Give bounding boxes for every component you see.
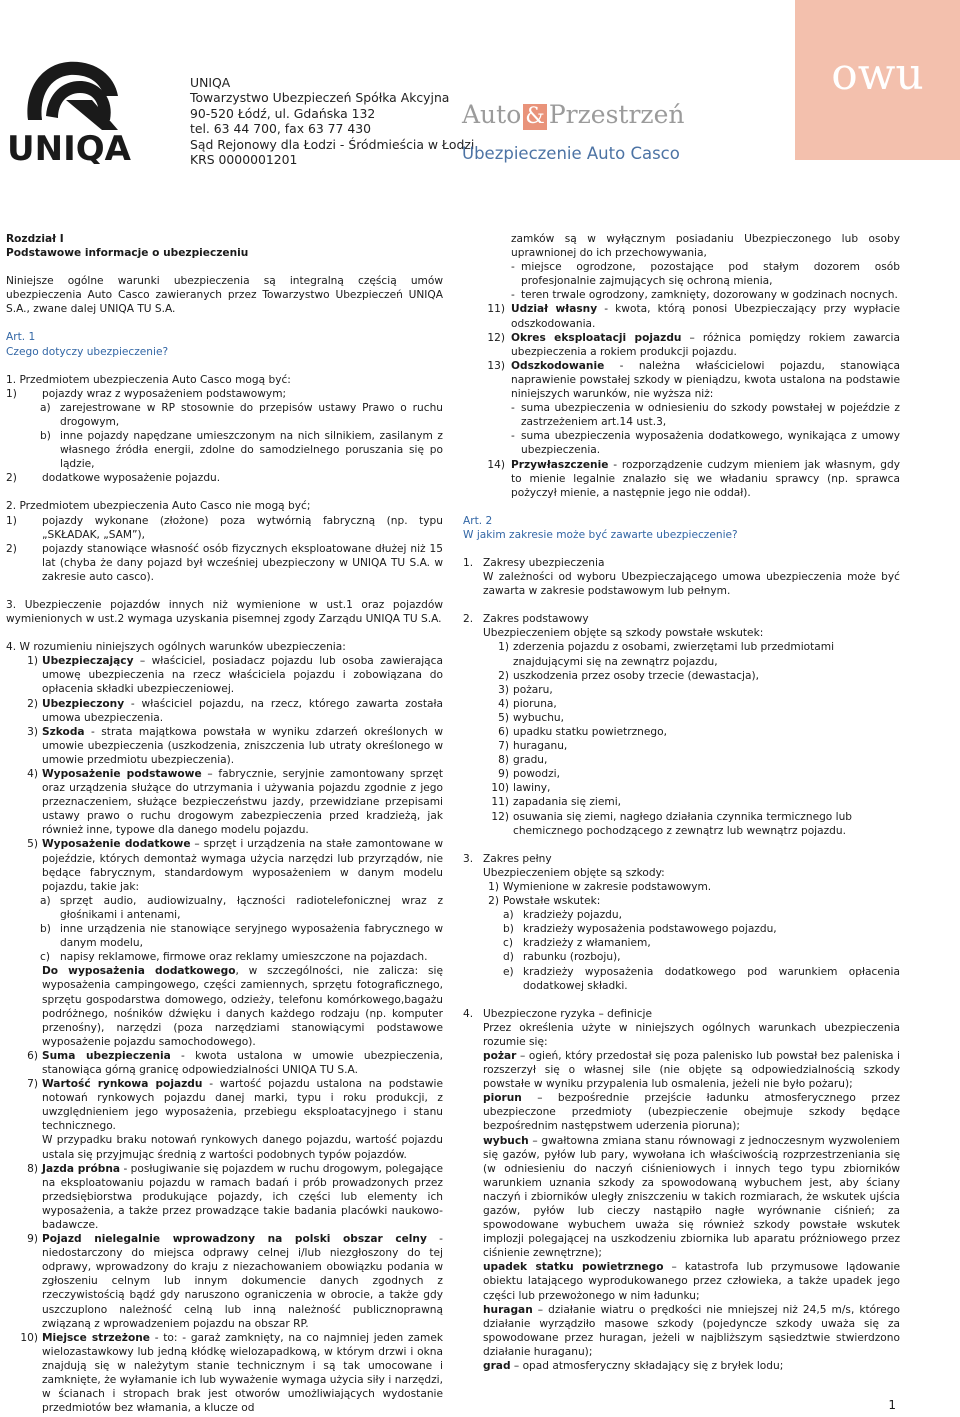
risk-definition: wybuch – gwałtowna zmiana stanu równowagi z jednoczesnym wyzwoleniem się gazów, pyłów lub pary, wywołana ich właściwością rozprzestrzeniania się (w odniesieniu do naczyń ciśnieniowych i innych tego typu zbiorników warunkiem uznania szkody za spowodowaną wybuchem jest, aby ściany naczyń i zbiorników uległy zniszczeniu w takich rozmiarach, że wskutek ujścia gazów, pyłów lub cieczy nastąpiło nagłe wyrównanie ciśnień; za spowodowane wybuchem uważa się również szkody powstałe wskutek implozji polegającej na uszkodzeniu zbiornika lub aparatu próżniowego przez ciśnienie zewnętrzne); <box>483 1134 900 1260</box>
list-item: b) kradzieży wyposażenia podstawowego pojazdu, <box>503 923 777 936</box>
brand-title <box>462 100 685 130</box>
definition-item: 5) Wyposażenie dodatkowe – sprzęt i urządzenia na stałe zamontowane w pojeździe, których demontaż wymaga użycia narzędzi lub przyrządów, nie będące fabrycznym, standardowym wyposażeniem w danym modelu pojazdu, takie jak: <box>27 838 443 893</box>
brand-ampersand: & <box>525 104 545 129</box>
definition-item: 6) Suma ubezpieczenia - kwota ustalona w umowie ubezpieczenia, stanowiąca górną granicę odpowiedzialności UNIQA TU S.A. <box>27 1049 443 1076</box>
uniqa-logo <box>6 56 144 164</box>
definition-item: 8) Jazda próbna - posługiwanie się pojazdem w ruchu drogowym, polegające na eksploatowaniu pojazdu w ramach badań i prób prowadzonych przez przedsiębiorstwa produkujące pojazdy, ich części lub elementy ich wyposażenia, a także przez prowadzące takie badania placówki naukowo-badawcze. <box>27 1162 443 1231</box>
list-item: a) kradzieży pojazdu, <box>503 909 622 922</box>
definition-item: 9) Pojazd nielegalnie wprowadzony na polski obszar celny - niedostarczony do miejsca odprawy celnej i/lub niezgłoszony do tej odprawy, wprowadzony do kraju z niezachowaniem obowiązku podania w zgłoszeniu celnym lub innym dokumencie danych zgodnych z rzeczywistością bądź gdy naruszono ograniczenia w obrocie, a także gdy uszczuplono należność celną lub inną należność publicznoprawną związaną z wprowadzeniem pojazdu na obszar RP. <box>27 1233 443 1330</box>
definition-item: 7) Wartość rynkowa pojazdu - wartość pojazdu ustalona na podstawie notowań rynkowych pojazdu danej marki, typu i roku produkcji, z uwzględnieniem jego wyposażenia, przebiegu eksploatacyjnego i stanu technicznego. <box>27 1078 443 1133</box>
list-item: 2) uszkodzenia przez osoby trzecie (dewastacja), <box>498 669 759 682</box>
chapter-number: Rozdział I <box>6 233 64 245</box>
list-item: 8) gradu, <box>498 754 548 767</box>
list-item: - suma ubezpieczenia w odniesieniu do szkody powstałej w pojeździe z zastrzeżeniem art.14 ust.3, <box>511 402 900 429</box>
left-column <box>6 232 443 1415</box>
risk-definition: pożar – ogień, który przedostał się poza palenisko lub powstał bez paleniska i rozszerzył się o własnej sile (nie objęte są odpowiedzialnością szkody powstałe w wyniku przypalenia lub osmalenia, jeżeli nie było pożaru); <box>483 1049 900 1091</box>
company-info <box>190 75 474 167</box>
list-item: d) rabunku (rozboju), <box>503 951 621 964</box>
para-4-lead: 4. W rozumieniu niniejszych ogólnych warunków ubezpieczenia: <box>6 641 346 654</box>
definition-item: 11) Udział własny - kwota, którą ponosi Ubezpieczający przy wypłacie odszkodowania. <box>487 303 900 330</box>
list-item: 9) powodzi, <box>498 768 560 781</box>
list-item: 3) pożaru, <box>498 683 553 696</box>
company-line: Sąd Rejonowy dla Łodzi - Śródmieścia w Łodzi <box>190 136 475 152</box>
list-item: 11) zapadania się ziemi, <box>491 796 622 809</box>
list-item: 1) zderzenia pojazdu z osobami, zwierzętami lub przedmiotami znajdującymi się na zewnątrz pojazdu, <box>498 641 835 668</box>
section-text: W zależności od wyboru Ubezpieczającego umowa ubezpieczenia może być zawarta w zakresie podstawowym lub pełnym. <box>483 571 900 598</box>
company-line: 90-520 Łódź, ul. Gdańska 132 <box>190 105 376 121</box>
list-item: 1) pojazdy wraz z wyposażeniem podstawowym; <box>6 387 287 400</box>
logo-wordmark: UNIQA <box>7 129 131 164</box>
list-item: - teren trwale ogrodzony, zamknięty, dozorowany w godzinach nocnych. <box>511 289 898 302</box>
article-1-number: Art. 1 <box>6 331 36 344</box>
list-item: 7) huraganu, <box>498 740 568 753</box>
definition-item: 4) Wyposażenie podstawowe – fabrycznie, seryjnie zamontowany sprzęt oraz urządzenia służące do utrzymania i używania pojazdu zgodnie z jego przeznaczeniem, służące bezpieczeństwu jazdy, przewidziane przepisami ustawy prawo o ruchu drogowym zabezpieczenia przed kradzieżą, jak również inne, typowe dla danego modelu pojazdu. <box>27 768 443 837</box>
continuation-text: zamków są w wyłącznym posiadaniu Ubezpieczonego lub osoby uprawnionej do ich przechowywania, <box>511 233 900 260</box>
definition-item: 10) Miejsce strzeżone - to: - garaż zamknięty, na co najmniej jeden zamek wielozastawkowy lub jedną kłódkę wielozapadkową, w którym drzwi i okna znajdują się w należytym stanie technicznym i są tak umocowane i zamknięte, że wyłamanie ich lub wyważenie wymaga użycia siły i narzędzi, w ścianach i stropach brak jest otworów umożliwiających wydostanie przedmiotów bez włamania, a klucze od <box>20 1331 443 1415</box>
risk-definition: grad – opad atmosferyczny składający się z bryłek lodu; <box>483 1360 784 1373</box>
definition-item: 14) Przywłaszczenie - rozporządzenie cudzym mieniem jak własnym, gdy to mienie legalnie znalazło się we władaniu sprawcy (np. sprawca pożyczył mienie, a następnie jego nie oddał). <box>487 458 900 499</box>
list-item: a) zarejestrowane w RP stosownie do przepisów ustawy Prawo o ruchu drogowym, <box>40 401 443 428</box>
list-item: 4) pioruna, <box>498 697 557 710</box>
brand-auto: Auto <box>462 100 522 129</box>
list-item: - suma ubezpieczenia wyposażenia dodatkowego, wynikająca z umowy ubezpieczenia. <box>511 430 900 457</box>
list-item: a) sprzęt audio, audiowizualny, łączności radiotelefonicznej wraz z głośnikami i antenami, <box>40 894 443 921</box>
list-item: 12) osuwania się ziemi, nagłego działania czynnika termicznego lub chemicznego pochodzącego z zewnątrz lub wewnątrz pojazdu. <box>491 810 853 837</box>
list-item: c) napisy reklamowe, firmowe oraz reklamy umieszczone na pojazdach. <box>40 951 428 964</box>
para-2-lead: 2. Przedmiotem ubezpieczenia Auto Casco nie mogą być; <box>6 500 311 513</box>
para-3: 3. Ubezpieczenie pojazdów innych niż wymienione w ust.1 oraz pojazdów wymienionych w ust.2 wymaga uzyskania pisemnej zgody Zarządu UNIQA TU S.A. <box>6 598 443 626</box>
list-item: b) inne urządzenia nie stanowiące seryjnego wyposażenia fabrycznego w danym modelu, <box>40 923 443 950</box>
risk-definition: upadek statku powietrznego – katastrofa lub przymusowe lądowanie obiektu latającego wyprodukowanego przez człowieka, a także upadek jego części lub przewożonego w nim ładunku; <box>483 1261 901 1302</box>
list-item: - miejsce ogrodzone, pozostające pod stałym dozorem osób profesjonalnie zajmujących się ochroną mienia, <box>511 261 900 288</box>
list-item: 2) pojazdy stanowiące własność osób fizycznych eksploatowane dłużej niż 15 lat (chyba że dany pojazd był wcześniej ubezpieczony w UNIQA TU S.A. w zakresie auto casco). <box>6 542 443 583</box>
list-item: 2) dodatkowe wyposażenie pojazdu. <box>6 472 221 485</box>
uniqa-emblem <box>6 56 144 164</box>
list-item: 1) pojazdy wykonane (złożone) poza wytwórnią fabryczną (np. typu „SKŁADAK, „SAM”), <box>6 514 443 541</box>
owu-label: owu <box>831 49 924 100</box>
list-item: 5) wybuchu, <box>498 711 564 724</box>
definition-note: Do wyposażenia dodatkowego, w szczególności, nie zalicza: się wyposażenia campingowego, części zamiennych, sprzętu fotograficznego, sprzętu gospodarstwa domowego, odzieży, telefonu komórkowego,bagażu podróżnego, nośników dźwięku i danych każdego rodzaju (np. komputer przenośny), narzędzi (poza narzędziami stanowiącymi podstawowe wyposażenie pojazdu samochodowego). <box>42 965 443 1048</box>
chapter-title: Podstawowe informacje o ubezpieczeniu <box>6 247 249 260</box>
product-title: Ubezpieczenie Auto Casco <box>462 144 680 163</box>
section-text: Ubezpieczeniem objęte są szkody powstałe wskutek: <box>483 627 764 640</box>
company-line: tel. 63 44 700, fax 63 77 430 <box>190 121 372 137</box>
section-text: Przez określenia użyte w niniejszych ogólnych warunkach ubezpieczenia rozumie się: <box>483 1021 900 1048</box>
list-item: e) kradzieży wyposażenia dodatkowego pod warunkiem opłacenia dodatkowej składki. <box>503 965 900 992</box>
section-text: Ubezpieczeniem objęte są szkody: <box>483 866 665 879</box>
definition-note: W przypadku braku notowań rynkowych danego pojazdu, wartość pojazdu ustala się przyjmując średnią z wartości podobnych typów pojazdów. <box>42 1134 443 1161</box>
definition-item: 3) Szkoda - strata majątkowa powstała w wyniku zdarzeń określonych w umowie ubezpieczenia (uszkodzenia, zniszczenia lub utraty określonego w umowie przedmiotu ubezpieczenia). <box>27 725 443 766</box>
definition-item: 2) Ubezpieczony - właściciel pojazdu, na rzecz, którego zawarta została umowa ubezpieczenia. <box>27 697 443 724</box>
article-1-title: Czego dotyczy ubezpieczenie? <box>6 345 169 358</box>
section-heading: 2. Zakres podstawowy <box>463 613 589 626</box>
intro-paragraph: Niniejsze ogólne warunki ubezpieczenia są integralną częścią umów ubezpieczenia Auto Casco zawieranych przez Towarzystwo Ubezpieczeń UNIQA S.A., zwane dalej UNIQA TU S.A. <box>6 275 443 316</box>
article-2-number: Art. 2 <box>463 514 493 527</box>
definition-item: 13) Odszkodowanie - należna właścicielowi pojazdu, stanowiąca naprawienie powstałej szkody w pieniądzu, kwota ustalona na podstawie niniejszych warunków, nie wyższa niż: <box>487 359 900 401</box>
definition-item: 1) Ubezpieczający – właściciel, posiadacz pojazdu lub osoba zawierająca umowę ubezpieczenia na rzecz właściciela pojazdu i zobowiązana do opłacenia składki ubezpieczeniowej. <box>27 655 443 696</box>
list-item: 6) upadku statku powietrznego, <box>498 726 667 738</box>
section-heading: 4. Ubezpieczone ryzyka – definicje <box>463 1007 652 1020</box>
page-number: 1 <box>888 1398 896 1412</box>
section-heading: 3. Zakres pełny <box>463 852 552 865</box>
owu-badge <box>795 0 960 160</box>
list-item: 1) Wymienione w zakresie podstawowym. <box>488 880 712 893</box>
list-item: c) kradzieży z włamaniem, <box>503 937 651 950</box>
list-item: b) inne pojazdy napędzane umieszczonym na nich silnikiem, zasilanym z własnego źródła energii, zdolne do samodzielnego poruszania się po lądzie, <box>40 430 443 471</box>
section-heading: 1. Zakresy ubezpieczenia <box>463 556 605 569</box>
risk-definition: piorun – bezpośrednie przejście ładunku atmosferycznego przez ubezpieczone przedmioty (ubezpieczenie obejmuje szkody będące bezpośrednim następstwem uderzenia pioruna); <box>483 1092 900 1133</box>
para-1-lead: 1. Przedmiotem ubezpieczenia Auto Casco mogą być: <box>6 373 291 386</box>
list-item: 10) lawiny, <box>491 782 551 795</box>
right-column <box>463 232 900 1373</box>
definition-item: 12) Okres eksploatacji pojazdu – różnica pomiędzy rokiem zawarcia ubezpieczenia a rokiem produkcji pojazdu. <box>487 331 900 358</box>
list-item: 2) Powstałe wskutek: <box>488 895 601 908</box>
company-line: KRS 0000001201 <box>190 152 298 168</box>
risk-definition: huragan – działanie wiatru o prędkości nie mniejszej niż 24,5 m/s, którego działanie wyrządziło masowe szkody (pojedyncze szkody uważa się za spowodowane przez huragan, jeżeli w najbliższym sąsiedztwie stwierdzono działanie huraganu); <box>483 1303 900 1358</box>
brand-przestrzen: Przestrzeń <box>548 100 685 129</box>
company-line: UNIQA <box>190 75 231 90</box>
article-2-title: W jakim zakresie może być zawarte ubezpieczenie? <box>463 528 738 541</box>
company-line: Towarzystwo Ubezpieczeń Spółka Akcyjna <box>190 90 450 106</box>
